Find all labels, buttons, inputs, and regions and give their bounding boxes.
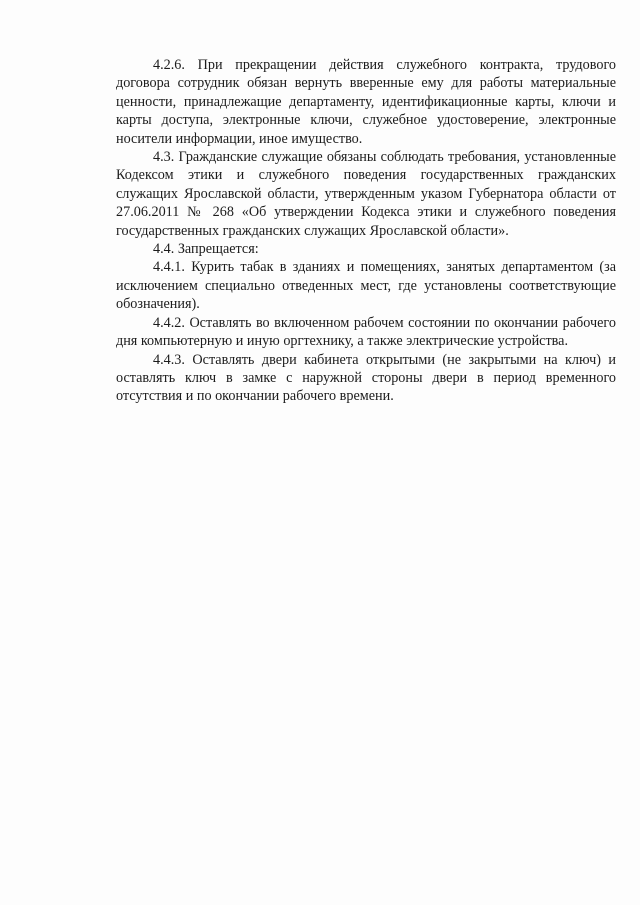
paragraph-4-4: 4.4. Запрещается: (153, 241, 259, 258)
paragraph-4-3: 4.3. Гражданские служащие обязаны соблюдать требования, установленные Кодексом этики и служебного поведения государственных гражданских служащих Ярославской области, утвержденным указом Губернатора области от 27.06.2011 № 268 «Об утверждении Кодекса этики и служебного поведения государственных гражданских служащих Ярославской области». (116, 149, 616, 239)
paragraph-4-2-6: 4.2.6. При прекращении действия служебного контракта, трудового договора сотрудник обязан вернуть вверенные ему для работы материальные ценности, принадлежащие департаменту, идентификационные карты, ключи и карты доступа, электронные ключи, служебное удостоверение, электронные носители информации, иное имущество. (116, 57, 616, 147)
paragraph-4-4-2: 4.4.2. Оставлять во включенном рабочем состоянии по окончании рабочего дня компьютерную и иную оргтехнику, а также электрические устройства. (116, 314, 616, 350)
document-body (116, 56, 616, 406)
paragraph-4-4-1: 4.4.1. Курить табак в зданиях и помещениях, занятых департаментом (за исключением специально отведенных мест, где установлены соответствующие обозначения). (116, 259, 616, 313)
paragraph-4-4-3: 4.4.3. Оставлять двери кабинета открытыми (не закрытыми на ключ) и оставлять ключ в замке с наружной стороны двери в период временного отсутствия и по окончании рабочего времени. (116, 351, 616, 405)
